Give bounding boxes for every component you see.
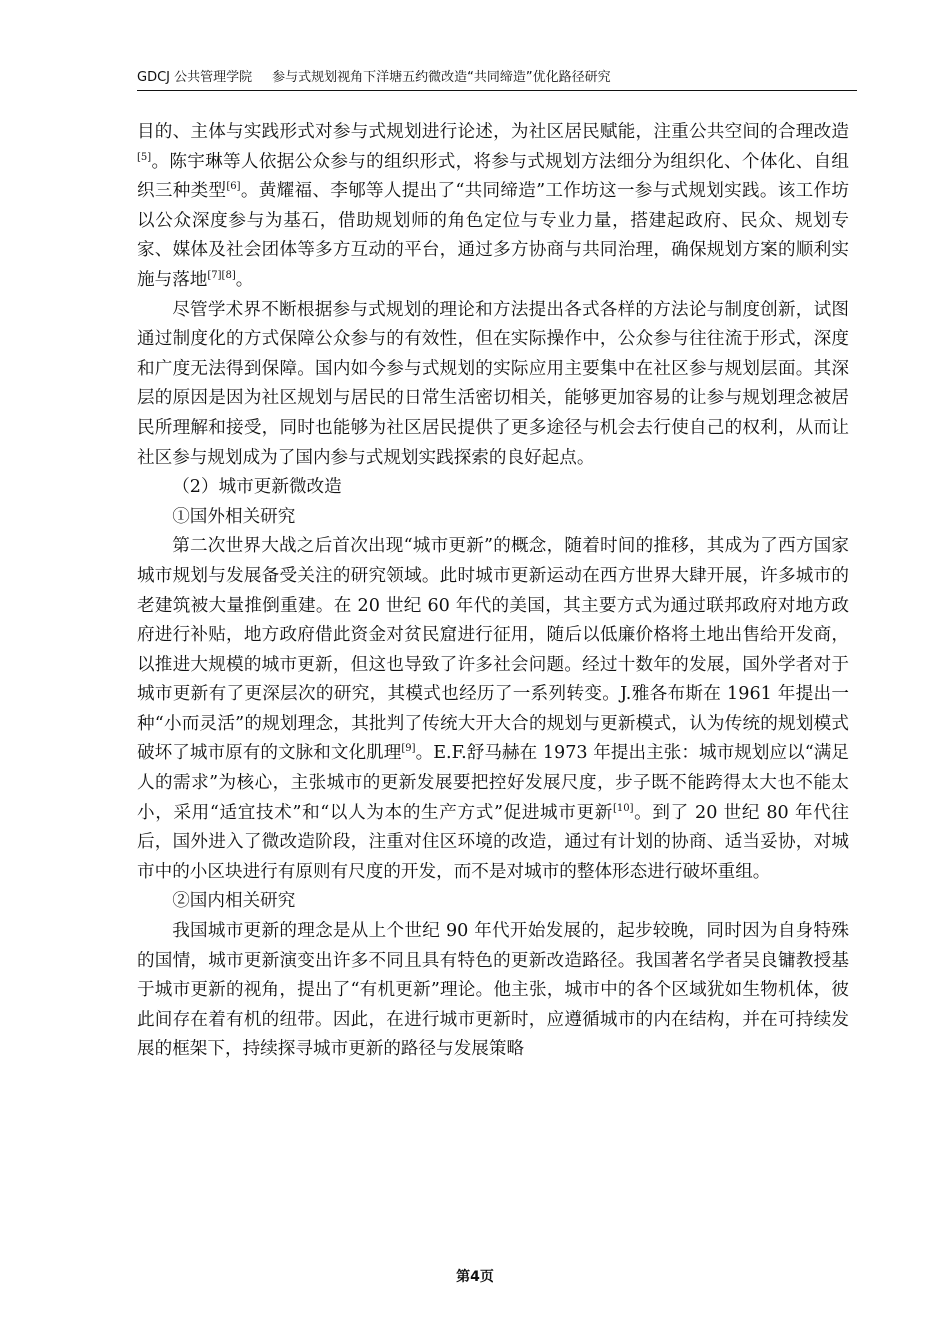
running-header — [137, 68, 857, 91]
header-title: 参与式规划视角下洋塘五约微改造“共同缔造”优化路径研究 — [272, 70, 611, 85]
citation-5: [5] — [137, 151, 152, 163]
body-text — [137, 118, 849, 1065]
paragraph-3-text-c: 。到了 20 世纪 80 年代往后，国外进入了微改造阶段，注重对住区环境的改造，通过有计划的协商、适当妥协，对城市中的小区块进行有原则有尺度的开发，而不是对城市的整体形态进行破坏重组。 — [137, 802, 849, 882]
subheading-domestic-research: ②国内相关研究 — [172, 891, 296, 912]
paragraph-3-text-b: 。E.F.舒马赫在 1973 年提出主张：城市规划应以“满足人的需求”为核心，主张城市的更新发展要把控好发展尺度，步子既不能跨得太大也不能太小，采用“适宜技术”和“以人为本的生产方式”促进城市更新 — [137, 743, 849, 823]
paragraph-1-text-d: 。 — [235, 269, 254, 290]
paragraph-4: 我国城市更新的理念是从上个世纪 90 年代开始发展的，起步较晚，同时因为自身特殊的国情，城市更新演变出许多不同且具有特色的更新改造路径。我国著名学者吴良镛教授基于城市更新的视角，提出了“有机更新”理论。他主张，城市中的各个区域犹如生物机体，彼此间存在着有机的纽带。因此，在进行城市更新时，应遵循城市的内在结构，并在可持续发展的框架下，持续探寻城市更新的路径与发展策略 — [137, 921, 849, 1060]
citation-6: [6] — [226, 181, 241, 193]
citation-7-8: [7][8] — [207, 269, 236, 281]
section-heading-urban-renewal: （2）城市更新微改造 — [172, 477, 342, 498]
paragraph-1-text-c: 。黄耀福、李郇等人提出了“共同缔造”工作坊这一参与式规划实践。该工作坊以公众深度参与为基石，借助规划师的角色定位与专业力量，搭建起政府、民众、规划专家、媒体及社会团体等多方互动的平台，通过多方协商与共同治理，确保规划方案的顺利实施与落地 — [137, 181, 849, 290]
paragraph-1-text-a: 目的、主体与实践形式对参与式规划进行论述，为社区居民赋能，注重公共空间的合理改造 — [137, 122, 849, 142]
page-number: 第4页 — [456, 1269, 494, 1285]
citation-10: [10] — [612, 802, 634, 814]
header-institution: GDCJ 公共管理学院 — [137, 70, 253, 85]
paragraph-1-text-b: 。陈宇琳等人依据公众参与的组织形式，将参与式规划方法细分为组织化、个体化、自组织三种类型 — [137, 151, 849, 202]
paragraph-1 — [137, 118, 849, 296]
citation-9: [9] — [401, 743, 416, 755]
paragraph-3-text-a: 第二次世界大战之后首次出现“城市更新”的概念，随着时间的推移，其成为了西方国家城市规划与发展备受关注的研究领域。此时城市更新运动在西方世界大肆开展，许多城市的老建筑被大量推倒重建。在 20 世纪 60 年代的美国，其主要方式为通过联邦政府对地方政府进行补贴，地方政府借此资金对贫民窟进行征用，随后以低廉价格将土地出售给开发商，以推进大规模的城市更新，但这也导致了许多社会问题。经过十数年的发展，国外学者对于城市更新有了更深层次的研究，其模式也经历了一系列转变。J.雅各布斯在 1961 年提出一种“小而灵活”的规划理念，其批判了传统大开大合的规划与更新模式，认为传统的规划模式破坏了城市原有的文脉和文化肌理 — [137, 536, 849, 764]
paragraph-3 — [137, 532, 849, 887]
subheading-foreign-research: ①国外相关研究 — [172, 506, 296, 527]
paragraph-2: 尽管学术界不断根据参与式规划的理论和方法提出各式各样的方法论与制度创新，试图通过制度化的方式保障公众参与的有效性，但在实际操作中，公众参与往往流于形式，深度和广度无法得到保障。国内如今参与式规划的实际应用主要集中在社区参与规划层面。其深层的原因是因为社区规划与居民的日常生活密切相关，能够更加容易的让参与规划理念被居民所理解和接受，同时也能够为社区居民提供了更多途径与机会去行使自己的权利，从而让社区参与规划成为了国内参与式规划实践探索的良好起点。 — [137, 299, 849, 468]
